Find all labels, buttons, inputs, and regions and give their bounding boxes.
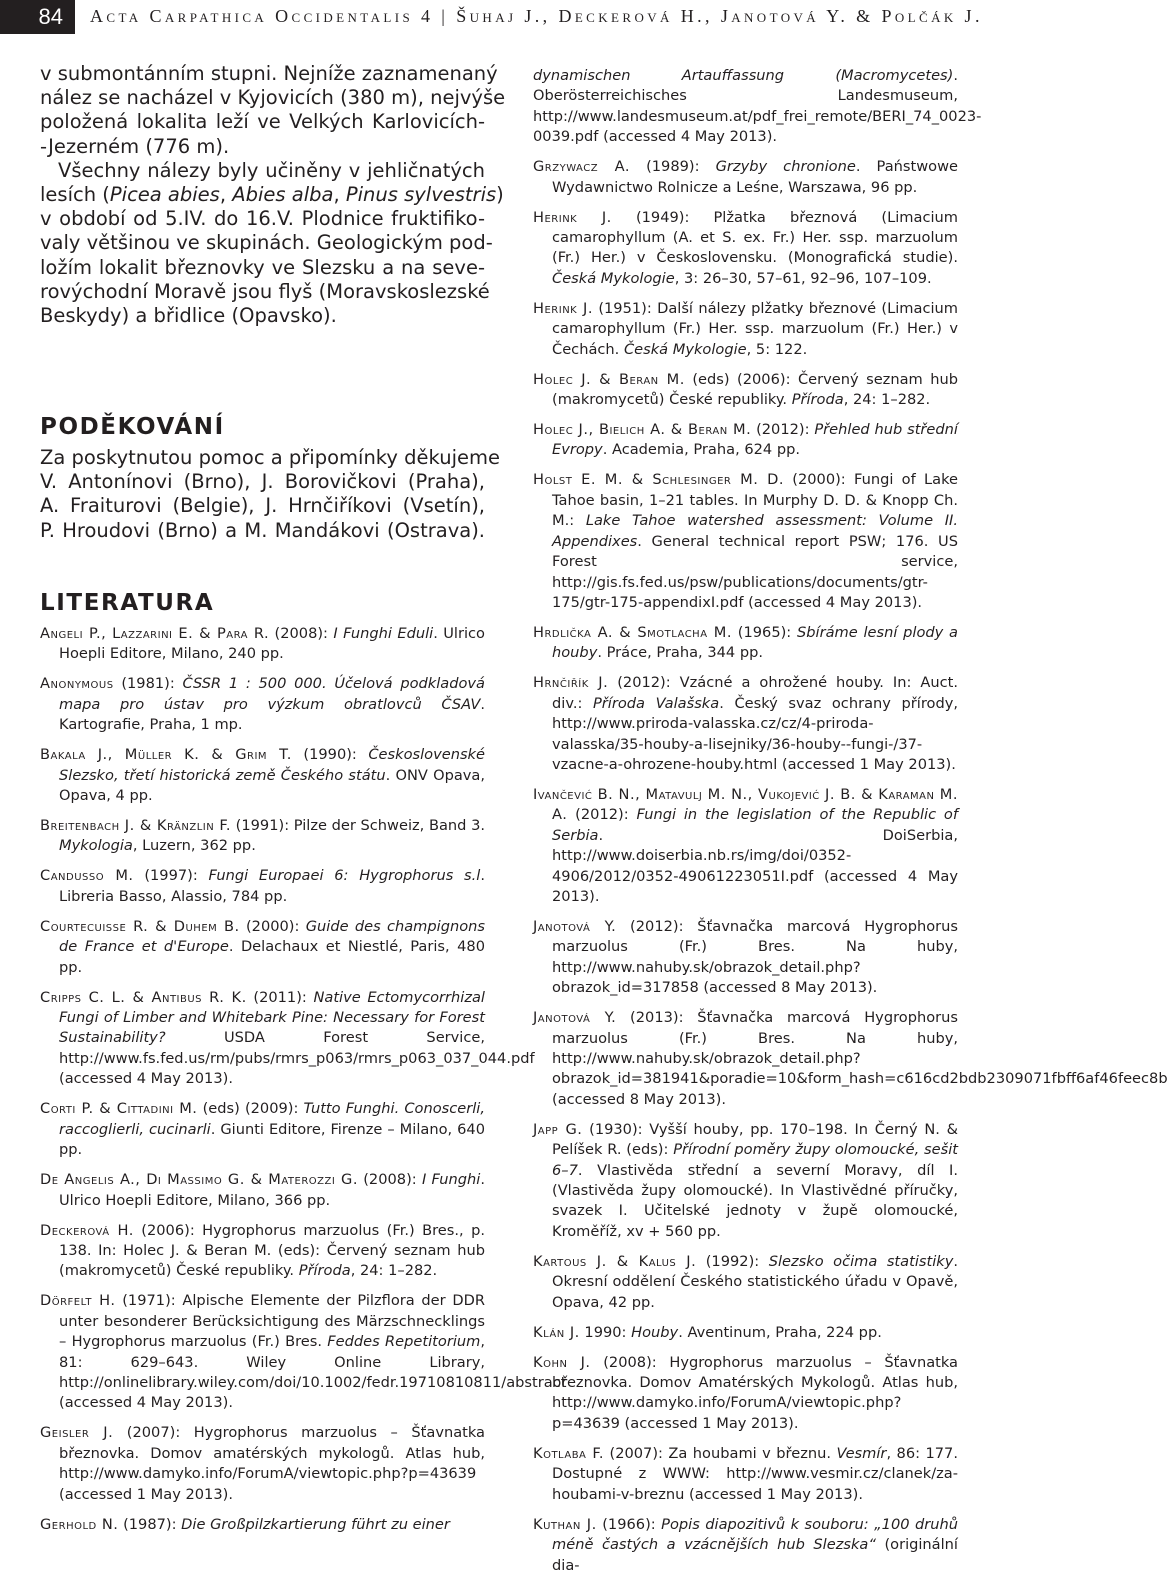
- reference-text: (eds) (2006): Červený seznam hub (makromycetů) České republiky.: [552, 370, 958, 409]
- reference-text: . Vlastivěda střední a severní Moravy, díl I. (Vlastivěda župy olomoucké). In Vlastivědné příručky, svazek I. Učitelské jednoty v župě olomoucké, Kroměříž, xv + 560 pp.: [552, 1161, 958, 1240]
- reference-authors: Hrdlička A. & Smotlacha M.: [533, 623, 733, 641]
- text-line: valy většinou ve skupinách. Geologickým pod-: [40, 231, 493, 255]
- reference-text: (eds) (2009):: [197, 1100, 304, 1118]
- reference-title: Sbíráme lesní plody a houby: [552, 623, 958, 662]
- reference-entry: [533, 420, 958, 461]
- reference-text: (2008): Hygrophorus marzuolus – Šťavnatka březnovka. Domov Amatérských Mykologů. Atlas hub, http://www.damyko.info/ForumA/viewtopic.php?p=43639 (accessed 1 May 2013).: [552, 1353, 958, 1432]
- reference-entry: [40, 745, 485, 806]
- reference-text: (2008):: [269, 625, 334, 642]
- reference-text: (2000): Fungi of Lake Tahoe basin, 1–21 tables. In Murphy D. D. & Knopp Ch. M.:: [552, 471, 958, 530]
- reference-authors: Klán J.: [533, 1323, 580, 1341]
- reference-entry: [40, 1221, 485, 1282]
- reference-title: Česká Mykologie: [552, 269, 675, 287]
- reference-text: (1987):: [118, 1515, 182, 1533]
- reference-text: (2012):: [751, 421, 815, 439]
- reference-list-right: [533, 66, 1168, 1586]
- reference-authors: Herink J.: [533, 299, 593, 317]
- reference-text: , 86: 177. Dostupné z WWW: http://www.vesmir.cz/clanek/za-houbami-v-breznu (accessed 1 May 2013).: [552, 1444, 958, 1503]
- text-line: v období od 5.IV. do 16.V. Plodnice fruktifiko-: [40, 207, 485, 231]
- reference-text: . Ulrico Hoepli Editore, Milano, 366 pp.: [59, 1171, 485, 1209]
- reference-text: (2007): Hygrophorus marzuolus – Šťavnatka březnovka. Domov amatérských mykologů. Atlas hub, http://www.damyko.info/ForumA/viewtopic.php?p=43639 (accessed 1 May 2013).: [59, 1424, 486, 1503]
- reference-entry: [40, 1423, 485, 1505]
- reference-title: Příroda: [791, 391, 844, 409]
- reference-text: , 5: 122.: [746, 340, 808, 358]
- reference-authors: Anonymous: [40, 675, 114, 693]
- text-line: položená lokalita leží ve Velkých Karlovicích-: [40, 110, 485, 134]
- page-number: 84: [0, 0, 75, 34]
- text-line: nález se nacházel v Kyjovicích (380 m), nejvýše: [40, 86, 506, 110]
- reference-entry: [533, 673, 958, 775]
- reference-title: ČSSR 1 : 500 000. Účelová podkladová mapa pro ústav pro výzkum obratlovců ČSAV: [59, 675, 485, 713]
- reference-entry: [533, 370, 958, 411]
- reference-entry: [40, 816, 485, 857]
- reference-entry: [533, 917, 958, 999]
- reference-text: (1951): Další nálezy plžatky březnové (Limacium camarophyllum (Fr.) Her. ssp. marzuolum (Fr.) Her.) v Čechách.: [552, 299, 958, 358]
- text-line: Za poskytnutou pomoc a připomínky děkujeme: [40, 446, 500, 469]
- reference-text: . General technical report PSW; 176. US Forest service, http://gis.fs.fed.us/psw/publications/documents/gtr-175/gtr-175-appendixI.pdf (accessed 4 May 2013).: [552, 532, 958, 611]
- reference-text: . Delachaux et Niestlé, Paris, 480 pp.: [59, 938, 485, 976]
- reference-title: Československé Slezsko, třetí historická země Českého státu: [59, 746, 485, 784]
- reference-entry: [40, 917, 485, 978]
- reference-text: (1965):: [732, 623, 797, 641]
- reference-entry: [40, 624, 485, 665]
- reference-title: Příroda: [298, 1262, 351, 1280]
- reference-authors: Kotlaba F.: [533, 1444, 605, 1462]
- reference-authors: Cripps C. L. & Antibus R. K.: [40, 988, 247, 1006]
- reference-text: (1992):: [696, 1252, 769, 1270]
- reference-text: (2013): Šťavnačka marcová Hygrophorus marzuolus (Fr.) Bres. Na huby, http://www.nahuby.sk/obrazok_detail.php?obrazok_id=381941&poradie=10&form_hash=c616cd2bdb2309071fbff6af46feec8b (accessed 8 May 2013).: [552, 1009, 1168, 1108]
- reference-title: Tutto Funghi. Conoscerli, raccoglierli, cucinarli: [59, 1100, 485, 1138]
- reference-authors: Japp G.: [533, 1120, 583, 1138]
- reference-text: . Kartografie, Praha, 1 mp.: [59, 695, 485, 734]
- reference-authors: Grzywacz A.: [533, 158, 630, 176]
- reference-entry: [40, 1170, 485, 1211]
- reference-text: . Giunti Editore, Firenze – Milano, 640 pp.: [59, 1120, 485, 1159]
- reference-authors: De Angelis A., Di Massimo G. & Materozzi G.: [40, 1171, 358, 1189]
- reference-text: (1991): Pilze der Schweiz, Band 3.: [231, 817, 485, 835]
- reference-text: (2000):: [239, 917, 306, 935]
- reference-authors: Corti P. & Cittadini M.: [40, 1100, 198, 1118]
- reference-entry: [533, 208, 958, 290]
- reference-text: . Český svaz ochrany přírody, http://www.priroda-valasska.cz/cz/4-priroda-valasska/35-houby-a-lisejniky/36-houby--fungi-/37-vzacne-a-ohrozene-houby.html (accessed 1 May 2013).: [552, 694, 958, 773]
- reference-title: I Funghi Eduli: [333, 625, 434, 642]
- text-line: Beskydy) a břidlice (Opavsko).: [40, 304, 337, 328]
- reference-authors: Geisler J.: [40, 1424, 114, 1442]
- reference-title: Přehled hub střední Evropy: [552, 421, 958, 459]
- reference-authors: Holst E. M. & Schlesinger M. D.: [533, 471, 785, 489]
- reference-entry: [533, 1515, 958, 1576]
- reference-entry: [533, 1323, 958, 1343]
- reference-text: . Academia, Praha, 624 pp.: [602, 441, 801, 459]
- reference-entry: [533, 470, 958, 613]
- page-header: [0, 0, 983, 40]
- reference-text: (1990):: [291, 746, 369, 764]
- reference-text: (1981):: [113, 675, 183, 693]
- text-line: ložím lokalit březnovky ve Slezsku a na seve-: [40, 255, 485, 279]
- reference-authors: Dörfelt H.: [40, 1292, 116, 1310]
- reference-text: (1930): Vyšší houby, pp. 170–198. In Černý N. & Pelíšek R. (eds):: [552, 1120, 958, 1159]
- reference-entry: [533, 623, 958, 664]
- reference-authors: Herink J.: [533, 208, 612, 226]
- reference-text: . Ulrico Hoepli Editore, Milano, 240 pp.: [59, 625, 485, 663]
- reference-text: . Państwowe Wydawnictwo Rolnicze a Leśne, Warszawa, 96 pp.: [552, 158, 958, 196]
- reference-text: (2007): Za houbami v březnu.: [604, 1444, 837, 1462]
- reference-text: , 3: 26–30, 57–61, 92–96, 107–109.: [674, 269, 932, 287]
- reference-entry: [533, 1008, 1168, 1110]
- reference-text: (1997):: [133, 867, 209, 885]
- reference-authors: Holec J. & Beran M.: [533, 370, 685, 388]
- reference-entry: [533, 1120, 958, 1242]
- literature-heading: LITERATURA: [40, 590, 215, 616]
- reference-text: (1949): Plžatka březnová (Limacium camarophyllum (A. et S. ex. Fr.) Her. ssp. marzuolum (Fr.) Her.) v Československu. (Monografická studie).: [552, 208, 959, 267]
- reference-title: Houby: [631, 1323, 679, 1341]
- reference-title: Vesmír: [836, 1444, 887, 1462]
- text-line: V. Antonínovi (Brno), J. Borovičkovi (Praha),: [40, 470, 485, 494]
- reference-title: Slezsko očima statistiky: [768, 1252, 954, 1270]
- intro-paragraph: [40, 62, 506, 328]
- reference-title: Příroda Valašska: [593, 694, 720, 712]
- reference-title: Fungi Europaei 6: Hygrophorus s.l: [208, 867, 481, 885]
- reference-entry: [40, 674, 485, 735]
- text-line: rovýchodní Moravě jsou flyš (Moravskoslezské: [40, 279, 490, 303]
- reference-title: I Funghi: [421, 1171, 481, 1189]
- reference-title: Guide des champignons de France et d'Europe: [59, 917, 485, 956]
- reference-text: (2012): Vzácné a ohrožené houby. In: Auct. div.:: [552, 674, 959, 712]
- reference-text: . Aventinum, Praha, 224 pp.: [678, 1323, 882, 1341]
- reference-authors: Bakala J., Müller K. & Grim T.: [40, 746, 292, 764]
- reference-text: (2006): Hygrophorus marzuolus (Fr.) Bres., p. 138. In: Holec J. & Beran M. (eds): Červený seznam hub (makromycetů) České republiky.: [59, 1221, 485, 1280]
- reference-title: Lake Tahoe watershed assessment: Volume II. Appendixes: [552, 512, 958, 550]
- reference-title: Feddes Repetitorium: [327, 1333, 481, 1351]
- reference-title: Grzyby chronione: [715, 158, 856, 176]
- reference-authors: Breitenbach J. & Kränzlin F.: [40, 817, 232, 835]
- reference-authors: Holec J., Bielich A. & Beran M.: [533, 421, 752, 439]
- reference-authors: Janotová Y.: [533, 917, 617, 935]
- reference-text: . Okresní oddělení Českého statistického úřadu v Opavě, Opava, 42 pp.: [552, 1252, 958, 1311]
- reference-entry: [533, 1353, 958, 1435]
- reference-text: , 81: 629–643. Wiley Online Library, http://onlinelibrary.wiley.com/doi/10.1002/fedr.19710810811/abstract (accessed 4 May 2013).: [59, 1333, 567, 1412]
- reference-text: . Práce, Praha, 344 pp.: [597, 644, 763, 662]
- reference-entry: [40, 866, 485, 907]
- text-line-species: lesích (Picea abies, Abies alba, Pinus sylvestris): [40, 183, 504, 207]
- reference-authors: Kohn J.: [533, 1353, 591, 1371]
- reference-entry: [533, 157, 958, 198]
- reference-entry: [40, 1099, 485, 1160]
- text-line: P. Hroudovi (Brno) a M. Mandákovi (Ostrava).: [40, 518, 485, 542]
- reference-title: Die Großpilzkartierung führt zu einer: [181, 1515, 450, 1533]
- reference-text: . ONV Opava, Opava, 4 pp.: [59, 766, 485, 805]
- acknowledgements-paragraph: [40, 446, 500, 543]
- text-line: A. Fraiturovi (Belgie), J. Hrnčiříkovi (Vsetín),: [40, 494, 485, 518]
- reference-authors: Angeli P., Lazzarini E. & Para R.: [40, 625, 270, 642]
- reference-authors: Ivančević B. N., Matavulj M. N., Vukojević J. B. & Karaman M. A.: [533, 785, 958, 824]
- reference-authors: Kartous J. & Kalus J.: [533, 1252, 697, 1270]
- reference-title: Česká Mykologie: [623, 340, 747, 358]
- reference-text: . Oberösterreichisches Landesmuseum, http://www.landesmuseum.at/pdf_frei_remote/BERI_74_0023-0039.pdf (accessed 4 May 2013).: [533, 67, 982, 146]
- reference-text: (2011):: [246, 988, 314, 1006]
- text-line: -Jezerném (776 m).: [40, 134, 230, 158]
- reference-entry: [533, 66, 982, 148]
- reference-text: (2012):: [567, 806, 637, 824]
- reference-authors: Janotová Y.: [533, 1009, 617, 1027]
- acknowledgements-heading: PODĚKOVÁNÍ: [40, 414, 225, 440]
- reference-authors: Candusso M.: [40, 867, 134, 885]
- reference-text: (1971): Alpische Elemente der Pilzflora der DDR unter besonderer Berücksichtigung des Märzschnecklings – Hygrophorus marzuolus (Fr.) Bres.: [59, 1292, 485, 1351]
- reference-title: dynamischen Artauffassung (Macromycetes): [533, 67, 954, 84]
- reference-text: , 24: 1–282.: [843, 391, 931, 409]
- reference-authors: Gerhold N.: [40, 1515, 119, 1533]
- reference-entry: [40, 988, 535, 1090]
- reference-title: Popis diapozitivů k souboru: „100 druhů méně častých a vzácnějších hub Slezska“: [552, 1515, 959, 1554]
- reference-text: , Luzern, 362 pp.: [132, 837, 256, 855]
- reference-text: (originální dia-: [552, 1536, 958, 1574]
- reference-text: (1966):: [596, 1515, 662, 1533]
- reference-text: (1989):: [630, 158, 716, 176]
- reference-entry: [40, 1515, 485, 1535]
- text-line: Všechny nálezy byly učiněny v jehličnatých: [58, 158, 485, 182]
- reference-text: . DoiSerbia, http://www.doiserbia.nb.rs/img/doi/0352-4906/2012/0352-49061223051I.pdf (accessed 4 May 2013).: [552, 826, 958, 905]
- reference-title: Přírodní poměry župy olomoucké, sešit 6–7: [552, 1141, 958, 1179]
- reference-text: (2008):: [358, 1171, 422, 1189]
- reference-entry: [533, 1252, 958, 1313]
- running-head: Acta Carpathica Occidentalis 4 | Šuhaj J., Deckerová H., Janotová Y. & Polčák J.: [90, 6, 983, 26]
- reference-text: 1990:: [579, 1323, 632, 1341]
- reference-authors: Hrnčiřík J.: [533, 674, 609, 692]
- reference-authors: Deckerová H.: [40, 1221, 134, 1239]
- reference-text: USDA Forest Service, http://www.fs.fed.us/rm/pubs/rmrs_p063/rmrs_p063_037_044.pdf (accessed 4 May 2013).: [59, 1029, 535, 1088]
- reference-entry: [533, 299, 958, 360]
- reference-text: . Libreria Basso, Alassio, 784 pp.: [59, 867, 485, 905]
- text-line: v submontánním stupni. Nejníže zaznamenaný: [40, 62, 498, 85]
- reference-text: , 24: 1–282.: [350, 1262, 438, 1280]
- reference-entry: [533, 785, 958, 907]
- reference-authors: Kuthan J.: [533, 1515, 597, 1533]
- reference-entry: [533, 1444, 958, 1505]
- reference-title: Native Ectomycorrhizal Fungi of Limber and Whitebark Pine: Necessary for Forest Sustainability?: [59, 988, 485, 1047]
- reference-authors: Courtecuisse R. & Duhem B.: [40, 917, 240, 935]
- reference-title: Fungi in the legislation of the Republic of Serbia: [552, 806, 958, 844]
- reference-title: Mykologia: [59, 837, 133, 855]
- reference-text: (2012): Šťavnačka marcová Hygrophorus marzuolus (Fr.) Bres. Na huby, http://www.nahuby.sk/obrazok_detail.php?obrazok_id=317858 (accessed 8 May 2013).: [552, 917, 958, 997]
